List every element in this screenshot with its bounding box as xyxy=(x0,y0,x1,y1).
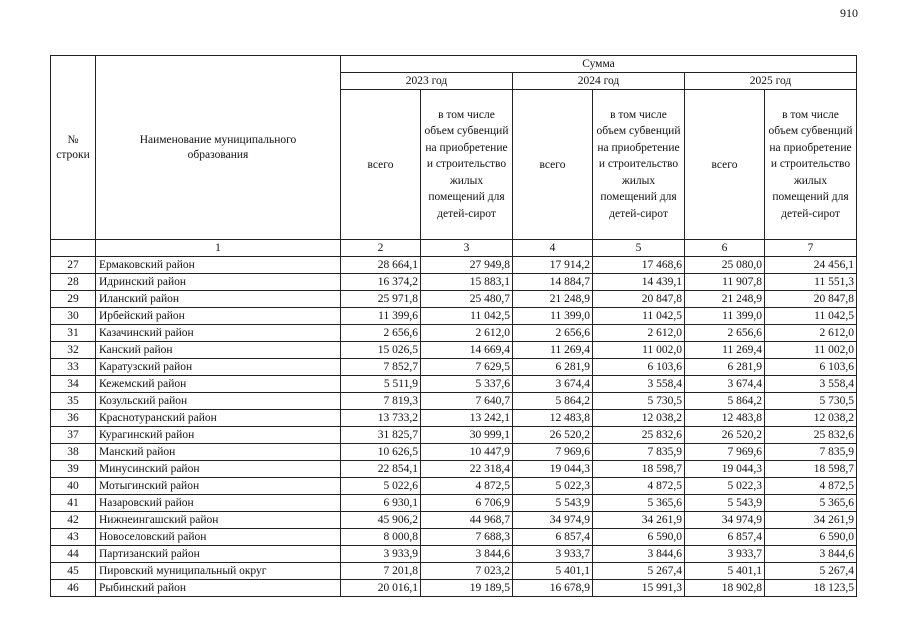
total-2025-cell: 5 864,2 xyxy=(685,393,765,410)
total-2025-cell: 5 401,1 xyxy=(685,563,765,580)
orphan-housing-2024-cell: 3 558,4 xyxy=(593,376,685,393)
total-2024-cell: 5 401,1 xyxy=(513,563,593,580)
orphan-housing-2025-cell: 11 042,5 xyxy=(765,308,857,325)
total-2024-cell: 19 044,3 xyxy=(513,461,593,478)
table-row xyxy=(51,410,857,427)
orphan-housing-2023-cell: 22 318,4 xyxy=(421,461,513,478)
orphan-housing-2024-cell: 4 872,5 xyxy=(593,478,685,495)
total-2023-cell: 31 825,7 xyxy=(341,427,421,444)
total-2023-cell: 45 906,2 xyxy=(341,512,421,529)
total-2023-cell: 22 854,1 xyxy=(341,461,421,478)
orphan-housing-2023-cell: 14 669,4 xyxy=(421,342,513,359)
total-2023-cell: 7 852,7 xyxy=(341,359,421,376)
municipality-name-cell: Казачинский район xyxy=(96,325,341,342)
municipality-name-cell: Мотыгинский район xyxy=(96,478,341,495)
table-row xyxy=(51,563,857,580)
row-number-cell: 46 xyxy=(51,580,96,597)
total-2024-cell: 6 857,4 xyxy=(513,529,593,546)
orphan-housing-2024-cell: 5 365,6 xyxy=(593,495,685,512)
total-2024-cell: 11 399,0 xyxy=(513,308,593,325)
row-number-cell: 38 xyxy=(51,444,96,461)
orphan-housing-2024-cell: 2 612,0 xyxy=(593,325,685,342)
orphan-housing-2023-cell: 15 883,1 xyxy=(421,274,513,291)
orphan-housing-2023-cell: 2 612,0 xyxy=(421,325,513,342)
orphan-housing-2023-cell: 10 447,9 xyxy=(421,444,513,461)
total-2023-cell: 2 656,6 xyxy=(341,325,421,342)
total-2024-cell: 17 914,2 xyxy=(513,257,593,274)
orphan-housing-2025-cell: 20 847,8 xyxy=(765,291,857,308)
total-2025-cell: 7 969,6 xyxy=(685,444,765,461)
orphan-housing-2024-cell: 14 439,1 xyxy=(593,274,685,291)
page-number: 910 xyxy=(840,6,858,20)
municipality-name-cell: Идринский район xyxy=(96,274,341,291)
orphan-housing-2023-cell: 25 480,7 xyxy=(421,291,513,308)
row-number-cell: 31 xyxy=(51,325,96,342)
column-number: 4 xyxy=(513,240,593,257)
total-2024-cell: 6 281,9 xyxy=(513,359,593,376)
total-2024-cell: 5 864,2 xyxy=(513,393,593,410)
orphan-housing-2024-cell: 11 002,0 xyxy=(593,342,685,359)
orphan-housing-2024-cell: 6 103,6 xyxy=(593,359,685,376)
total-2025-cell: 18 902,8 xyxy=(685,580,765,597)
orphan-housing-2025-cell: 5 730,5 xyxy=(765,393,857,410)
total-2023-cell: 15 026,5 xyxy=(341,342,421,359)
orphan-housing-2025-cell: 3 558,4 xyxy=(765,376,857,393)
total-2023-cell: 11 399,6 xyxy=(341,308,421,325)
total-2025-cell: 11 907,8 xyxy=(685,274,765,291)
orphan-housing-2025-cell: 6 103,6 xyxy=(765,359,857,376)
orphan-housing-2025-cell: 24 456,1 xyxy=(765,257,857,274)
orphan-housing-2025-cell: 25 832,6 xyxy=(765,427,857,444)
table-row xyxy=(51,257,857,274)
orphan-housing-2025-cell: 34 261,9 xyxy=(765,512,857,529)
municipality-name-cell: Рыбинский район xyxy=(96,580,341,597)
municipality-name-cell: Назаровский район xyxy=(96,495,341,512)
table-row xyxy=(51,546,857,563)
table-row xyxy=(51,580,857,597)
total-2023-cell: 5 022,6 xyxy=(341,478,421,495)
orphan-housing-2025-cell: 18 598,7 xyxy=(765,461,857,478)
municipality-name-cell: Ермаковский район xyxy=(96,257,341,274)
municipality-name-cell: Козульский район xyxy=(96,393,341,410)
table-row xyxy=(51,512,857,529)
municipality-name-cell: Курагинский район xyxy=(96,427,341,444)
municipality-name-cell: Кежемский район xyxy=(96,376,341,393)
orphan-housing-2024-cell: 25 832,6 xyxy=(593,427,685,444)
municipality-name-cell: Иланский район xyxy=(96,291,341,308)
municipality-name-cell: Канский район xyxy=(96,342,341,359)
total-2023-cell: 5 511,9 xyxy=(341,376,421,393)
row-number-cell: 44 xyxy=(51,546,96,563)
municipality-name-cell: Пировский муниципальный округ xyxy=(96,563,341,580)
orphan-housing-2023-cell: 3 844,6 xyxy=(421,546,513,563)
total-2023-cell: 8 000,8 xyxy=(341,529,421,546)
total-2025-cell: 21 248,9 xyxy=(685,291,765,308)
table-body xyxy=(51,257,857,597)
total-2023-cell: 25 971,8 xyxy=(341,291,421,308)
municipality-name-cell: Манский район xyxy=(96,444,341,461)
orphan-housing-2025-cell: 5 365,6 xyxy=(765,495,857,512)
orphan-housing-2024-cell: 11 042,5 xyxy=(593,308,685,325)
total-2024-cell: 14 884,7 xyxy=(513,274,593,291)
total-2023-cell: 20 016,1 xyxy=(341,580,421,597)
orphan-housing-2023-cell: 11 042,5 xyxy=(421,308,513,325)
column-number xyxy=(51,240,96,257)
orphan-housing-2023-cell: 7 688,3 xyxy=(421,529,513,546)
orphan-housing-2024-cell: 5 730,5 xyxy=(593,393,685,410)
total-2023-cell: 28 664,1 xyxy=(341,257,421,274)
header-row-number: № строки xyxy=(51,56,96,240)
total-2023-cell: 16 374,2 xyxy=(341,274,421,291)
orphan-housing-2025-cell: 4 872,5 xyxy=(765,478,857,495)
orphan-housing-2025-cell: 7 835,9 xyxy=(765,444,857,461)
municipality-name-cell: Новоселовский район xyxy=(96,529,341,546)
orphan-housing-2025-cell: 18 123,5 xyxy=(765,580,857,597)
orphan-housing-2024-cell: 34 261,9 xyxy=(593,512,685,529)
table-row xyxy=(51,427,857,444)
header-total: всего xyxy=(341,90,421,240)
row-number-cell: 37 xyxy=(51,427,96,444)
orphan-housing-2024-cell: 18 598,7 xyxy=(593,461,685,478)
header-total: всего xyxy=(513,90,593,240)
orphan-housing-2023-cell: 7 629,5 xyxy=(421,359,513,376)
table-row xyxy=(51,325,857,342)
column-number: 6 xyxy=(685,240,765,257)
table-row xyxy=(51,291,857,308)
orphan-housing-2023-cell: 7 023,2 xyxy=(421,563,513,580)
header-including: в том числе объем субвенций на приобретение и строительство жилых помещений для детей-сирот xyxy=(765,90,857,240)
total-2025-cell: 3 674,4 xyxy=(685,376,765,393)
total-2024-cell: 12 483,8 xyxy=(513,410,593,427)
total-2025-cell: 19 044,3 xyxy=(685,461,765,478)
row-number-cell: 40 xyxy=(51,478,96,495)
header-year-2024: 2024 год xyxy=(513,73,685,90)
total-2023-cell: 10 626,5 xyxy=(341,444,421,461)
column-numbers-row xyxy=(51,240,857,257)
municipality-name-cell: Минусинский район xyxy=(96,461,341,478)
row-number-cell: 28 xyxy=(51,274,96,291)
row-number-cell: 42 xyxy=(51,512,96,529)
column-number: 3 xyxy=(421,240,513,257)
row-number-cell: 34 xyxy=(51,376,96,393)
table-row xyxy=(51,342,857,359)
total-2024-cell: 34 974,9 xyxy=(513,512,593,529)
total-2024-cell: 3 674,4 xyxy=(513,376,593,393)
row-number-cell: 35 xyxy=(51,393,96,410)
table-row xyxy=(51,308,857,325)
total-2023-cell: 7 819,3 xyxy=(341,393,421,410)
total-2025-cell: 11 399,0 xyxy=(685,308,765,325)
column-number: 5 xyxy=(593,240,685,257)
orphan-housing-2023-cell: 7 640,7 xyxy=(421,393,513,410)
orphan-housing-2023-cell: 27 949,8 xyxy=(421,257,513,274)
total-2025-cell: 5 543,9 xyxy=(685,495,765,512)
table-row xyxy=(51,359,857,376)
row-number-cell: 45 xyxy=(51,563,96,580)
orphan-housing-2024-cell: 17 468,6 xyxy=(593,257,685,274)
total-2024-cell: 16 678,9 xyxy=(513,580,593,597)
orphan-housing-2023-cell: 6 706,9 xyxy=(421,495,513,512)
header-including: в том числе объем субвенций на приобретение и строительство жилых помещений для детей-сирот xyxy=(421,90,513,240)
municipality-name-cell: Нижнеингашский район xyxy=(96,512,341,529)
total-2023-cell: 6 930,1 xyxy=(341,495,421,512)
header-municipality-name: Наименование муниципального образования xyxy=(96,56,341,240)
orphan-housing-2023-cell: 44 968,7 xyxy=(421,512,513,529)
column-number: 2 xyxy=(341,240,421,257)
subventions-table xyxy=(50,55,857,597)
orphan-housing-2024-cell: 7 835,9 xyxy=(593,444,685,461)
table-row xyxy=(51,393,857,410)
total-2025-cell: 2 656,6 xyxy=(685,325,765,342)
table-row xyxy=(51,274,857,291)
total-2025-cell: 6 281,9 xyxy=(685,359,765,376)
row-number-cell: 27 xyxy=(51,257,96,274)
total-2024-cell: 26 520,2 xyxy=(513,427,593,444)
header-total: всего xyxy=(685,90,765,240)
header-year-2023: 2023 год xyxy=(341,73,513,90)
municipality-name-cell: Краснотуранский район xyxy=(96,410,341,427)
total-2024-cell: 5 543,9 xyxy=(513,495,593,512)
orphan-housing-2023-cell: 4 872,5 xyxy=(421,478,513,495)
table-row xyxy=(51,495,857,512)
header-including: в том числе объем субвенций на приобретение и строительство жилых помещений для детей-сирот xyxy=(593,90,685,240)
total-2025-cell: 5 022,3 xyxy=(685,478,765,495)
table-row xyxy=(51,444,857,461)
orphan-housing-2025-cell: 6 590,0 xyxy=(765,529,857,546)
total-2023-cell: 3 933,9 xyxy=(341,546,421,563)
total-2024-cell: 5 022,3 xyxy=(513,478,593,495)
orphan-housing-2025-cell: 11 002,0 xyxy=(765,342,857,359)
orphan-housing-2024-cell: 5 267,4 xyxy=(593,563,685,580)
row-number-cell: 33 xyxy=(51,359,96,376)
total-2023-cell: 13 733,2 xyxy=(341,410,421,427)
orphan-housing-2023-cell: 30 999,1 xyxy=(421,427,513,444)
orphan-housing-2024-cell: 3 844,6 xyxy=(593,546,685,563)
orphan-housing-2024-cell: 20 847,8 xyxy=(593,291,685,308)
orphan-housing-2025-cell: 3 844,6 xyxy=(765,546,857,563)
orphan-housing-2024-cell: 6 590,0 xyxy=(593,529,685,546)
total-2024-cell: 7 969,6 xyxy=(513,444,593,461)
total-2025-cell: 6 857,4 xyxy=(685,529,765,546)
total-2025-cell: 12 483,8 xyxy=(685,410,765,427)
row-number-cell: 39 xyxy=(51,461,96,478)
row-number-cell: 30 xyxy=(51,308,96,325)
total-2025-cell: 34 974,9 xyxy=(685,512,765,529)
header-sum: Сумма xyxy=(341,56,857,73)
municipality-name-cell: Каратузский район xyxy=(96,359,341,376)
orphan-housing-2024-cell: 15 991,3 xyxy=(593,580,685,597)
header-year-2025: 2025 год xyxy=(685,73,857,90)
row-number-cell: 43 xyxy=(51,529,96,546)
municipality-name-cell: Ирбейский район xyxy=(96,308,341,325)
total-2023-cell: 7 201,8 xyxy=(341,563,421,580)
orphan-housing-2025-cell: 11 551,3 xyxy=(765,274,857,291)
total-2024-cell: 3 933,7 xyxy=(513,546,593,563)
orphan-housing-2025-cell: 12 038,2 xyxy=(765,410,857,427)
total-2025-cell: 26 520,2 xyxy=(685,427,765,444)
row-number-cell: 41 xyxy=(51,495,96,512)
total-2024-cell: 11 269,4 xyxy=(513,342,593,359)
column-number: 1 xyxy=(96,240,341,257)
total-2025-cell: 3 933,7 xyxy=(685,546,765,563)
table-row xyxy=(51,529,857,546)
orphan-housing-2025-cell: 2 612,0 xyxy=(765,325,857,342)
orphan-housing-2023-cell: 5 337,6 xyxy=(421,376,513,393)
row-number-cell: 29 xyxy=(51,291,96,308)
total-2025-cell: 25 080,0 xyxy=(685,257,765,274)
table-row xyxy=(51,376,857,393)
total-2025-cell: 11 269,4 xyxy=(685,342,765,359)
municipality-name-cell: Партизанский район xyxy=(96,546,341,563)
row-number-cell: 32 xyxy=(51,342,96,359)
column-number: 7 xyxy=(765,240,857,257)
table-row xyxy=(51,478,857,495)
orphan-housing-2023-cell: 13 242,1 xyxy=(421,410,513,427)
total-2024-cell: 21 248,9 xyxy=(513,291,593,308)
orphan-housing-2024-cell: 12 038,2 xyxy=(593,410,685,427)
orphan-housing-2025-cell: 5 267,4 xyxy=(765,563,857,580)
table-row xyxy=(51,461,857,478)
row-number-cell: 36 xyxy=(51,410,96,427)
orphan-housing-2023-cell: 19 189,5 xyxy=(421,580,513,597)
total-2024-cell: 2 656,6 xyxy=(513,325,593,342)
